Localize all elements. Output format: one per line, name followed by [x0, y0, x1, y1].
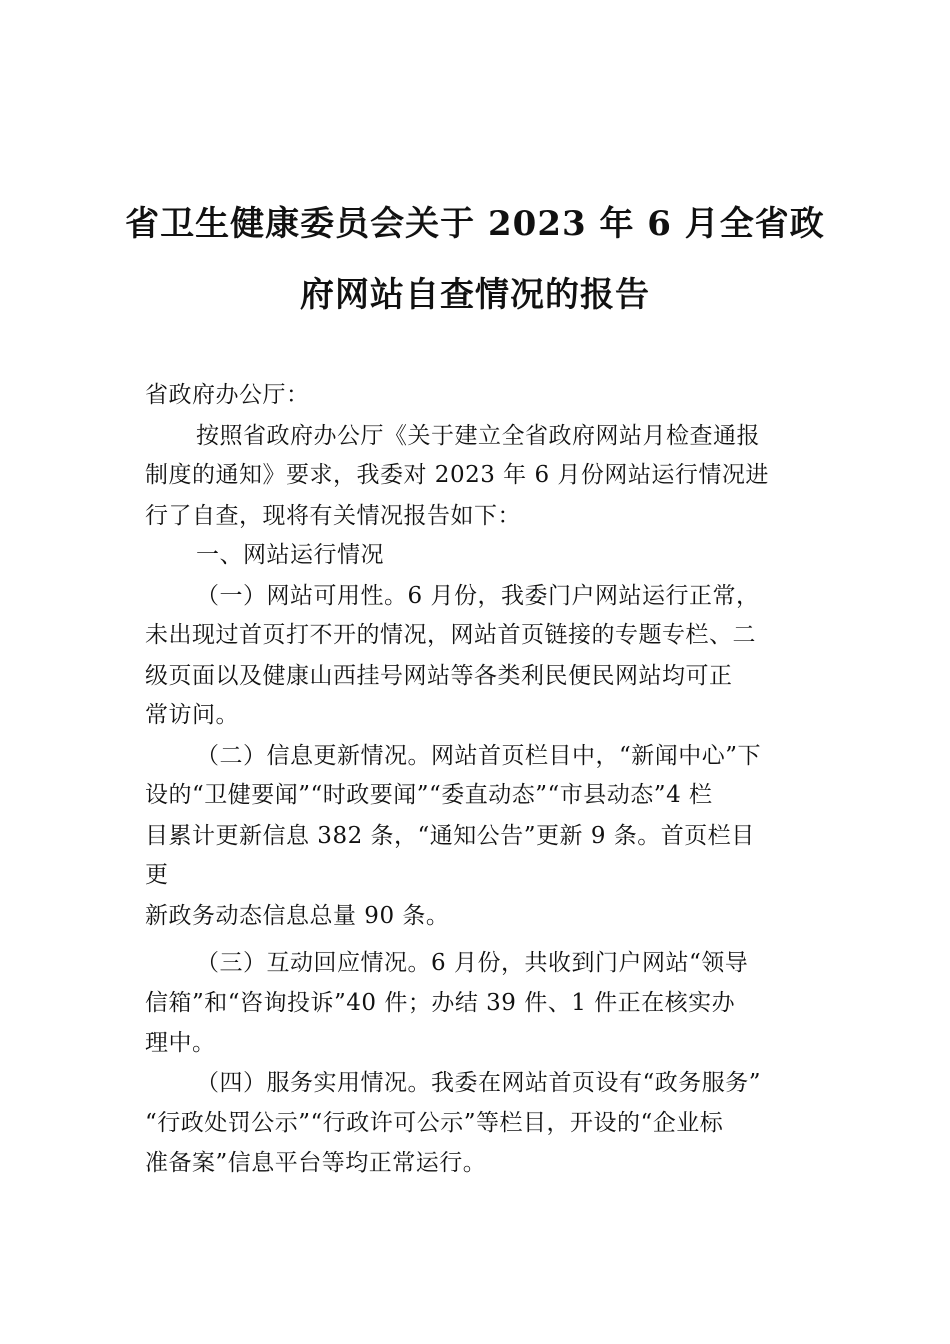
paragraph-line: 目累计更新信息 382 条，“通知公告”更新 9 条。首页栏目 [145, 823, 755, 849]
paragraph-line: 准备案”信息平台等均正常运行。 [145, 1150, 487, 1176]
paragraph-line: 级页面以及健康山西挂号网站等各类利民便民网站均可正 [145, 663, 733, 689]
paragraph-line: 信箱”和“咨询投诉”40 件；办结 39 件、1 件正在核实办 [145, 990, 736, 1016]
paragraph-line: （四）服务实用情况。我委在网站首页设有“政务服务” [196, 1070, 762, 1096]
paragraph-line: 行了自查，现将有关情况报告如下： [145, 503, 521, 529]
paragraph-line: 未出现过首页打不开的情况，网站首页链接的专题专栏、二 [145, 622, 756, 648]
paragraph-line: 常访问。 [145, 702, 239, 728]
addressee: 省政府办公厅： [145, 382, 310, 408]
paragraph-line: 按照省政府办公厅《关于建立全省政府网站月检查通报 [196, 423, 760, 449]
section-heading: 一、网站运行情况 [196, 542, 384, 568]
document-title-line-2: 府网站自查情况的报告 [300, 275, 650, 315]
paragraph-line: 设的“卫健要闻”“时政要闻”“委直动态”“市县动态”4 栏 [145, 782, 713, 808]
paragraph-line: （三）互动回应情况。6 月份，共收到门户网站“领导 [196, 950, 749, 976]
paragraph-line: “行政处罚公示”“行政许可公示”等栏目，开设的“企业标 [145, 1110, 724, 1136]
paragraph-line: （二）信息更新情况。网站首页栏目中，“新闻中心”下 [196, 743, 762, 769]
paragraph-line: （一）网站可用性。6 月份，我委门户网站运行正常， [196, 583, 760, 609]
paragraph-line: 更 [145, 862, 169, 888]
document-title-line-1: 省卫生健康委员会关于 2023 年 6 月全省政 [125, 204, 825, 244]
paragraph-line: 新政务动态信息总量 90 条。 [145, 903, 450, 929]
paragraph-line: 制度的通知》要求，我委对 2023 年 6 月份网站运行情况进 [145, 462, 769, 488]
paragraph-line: 理中。 [145, 1030, 216, 1056]
